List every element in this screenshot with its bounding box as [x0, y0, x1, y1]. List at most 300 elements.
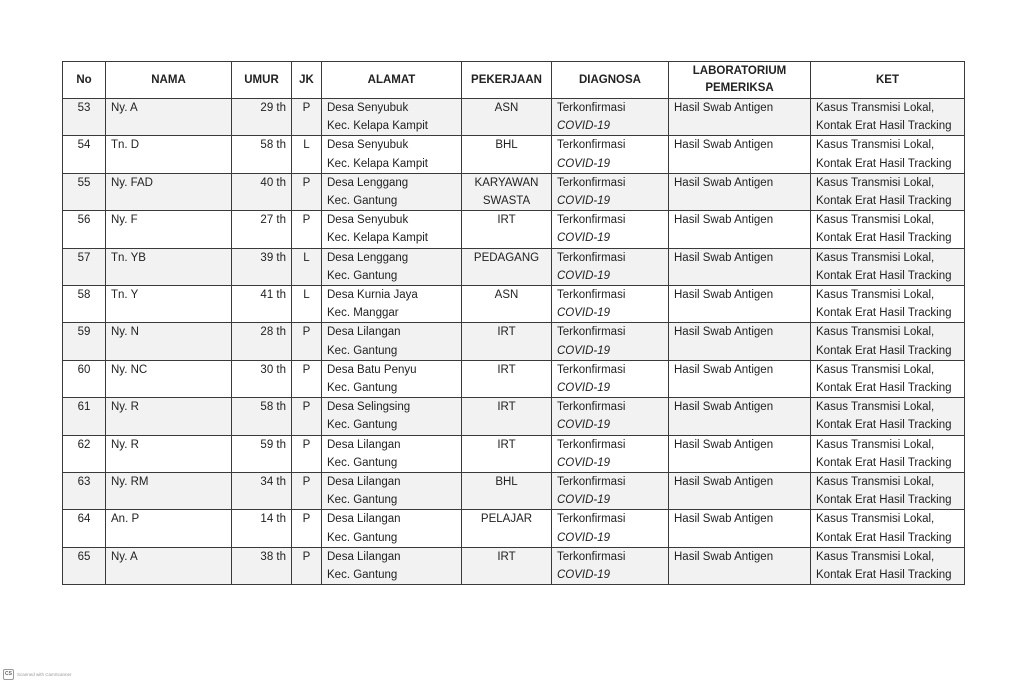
cell-nama: Ny. R	[111, 438, 139, 451]
cell-umur: 28 th	[260, 326, 286, 339]
covid-case-table	[62, 61, 965, 585]
cell-no	[63, 99, 106, 136]
cell-diagnosa-disease: COVID-19	[557, 456, 611, 469]
cell-laboratorium: Hasil Swab Antigen	[674, 476, 774, 489]
cell-diagnosa-disease: COVID-19	[557, 382, 611, 395]
cell-ket-line1: Kasus Transmisi Lokal,	[816, 513, 935, 526]
cell-nama	[106, 323, 232, 360]
cell-alamat	[322, 136, 462, 173]
cell-diagnosa-status: Terkonfirmasi	[557, 363, 626, 376]
cell-no: 65	[77, 550, 91, 563]
cell-diagnosa-disease: COVID-19	[557, 494, 611, 507]
cell-diagnosa-status: Terkonfirmasi	[557, 401, 626, 414]
cell-alamat-desa: Desa Lilangan	[327, 513, 401, 526]
cell-umur	[232, 173, 292, 210]
cell-pekerjaan-line1: ASN	[494, 102, 519, 114]
header-diagnosa: DIAGNOSA	[552, 62, 669, 99]
cell-umur: 39 th	[260, 251, 286, 264]
cell-diagnosa	[552, 360, 669, 397]
cell-alamat-desa: Desa Senyubuk	[327, 139, 409, 152]
cell-ket	[811, 173, 965, 210]
cell-umur	[232, 286, 292, 323]
cell-no	[63, 435, 106, 472]
cell-no: 59	[77, 326, 91, 339]
cell-ket-line1: Kasus Transmisi Lokal,	[816, 176, 935, 189]
cell-ket-line1: Kasus Transmisi Lokal,	[816, 476, 935, 489]
cell-no: 61	[77, 401, 91, 414]
cell-alamat-desa: Desa Lilangan	[327, 326, 401, 339]
cell-umur	[232, 473, 292, 510]
cell-jk	[292, 323, 322, 360]
cell-umur: 41 th	[260, 289, 286, 302]
cell-umur: 29 th	[260, 102, 286, 114]
cell-alamat-kec: Kec. Gantung	[327, 531, 398, 544]
cell-no	[63, 323, 106, 360]
cell-pekerjaan	[462, 211, 552, 248]
cell-no	[63, 248, 106, 285]
cell-diagnosa-status: Terkonfirmasi	[557, 176, 626, 189]
cell-ket	[811, 211, 965, 248]
cell-diagnosa-status: Terkonfirmasi	[557, 289, 626, 302]
cell-diagnosa	[552, 211, 669, 248]
cell-umur	[232, 547, 292, 584]
cell-ket-line2: Kontak Erat Hasil Tracking	[816, 494, 952, 507]
cell-ket-line1: Kasus Transmisi Lokal,	[816, 251, 935, 264]
cell-laboratorium	[669, 248, 811, 285]
camscanner-logo-icon: CS	[3, 669, 14, 680]
cell-ket	[811, 547, 965, 584]
cell-ket	[811, 398, 965, 435]
cell-laboratorium	[669, 547, 811, 584]
cell-alamat-desa: Desa Lilangan	[327, 476, 401, 489]
cell-nama: Tn. Y	[111, 289, 139, 302]
table-row	[63, 510, 965, 547]
cell-ket-line1: Kasus Transmisi Lokal,	[816, 102, 935, 114]
cell-diagnosa-disease: COVID-19	[557, 157, 611, 170]
cell-alamat	[322, 547, 462, 584]
cell-jk	[292, 360, 322, 397]
cell-no: 62	[77, 438, 91, 451]
cell-pekerjaan	[462, 473, 552, 510]
cell-laboratorium	[669, 211, 811, 248]
cell-no: 64	[77, 513, 91, 526]
cell-nama	[106, 547, 232, 584]
cell-pekerjaan	[462, 173, 552, 210]
cell-jk: P	[302, 326, 311, 339]
cell-no	[63, 473, 106, 510]
table-header-row	[63, 62, 965, 99]
cell-diagnosa-disease: COVID-19	[557, 120, 611, 133]
cell-umur: 34 th	[260, 476, 286, 489]
cell-alamat-desa: Desa Lilangan	[327, 438, 401, 451]
cell-laboratorium	[669, 360, 811, 397]
cell-pekerjaan-line1: PELAJAR	[480, 513, 533, 526]
cell-jk	[292, 173, 322, 210]
header-umur: UMUR	[232, 62, 292, 99]
cell-laboratorium	[669, 286, 811, 323]
cell-nama: An. P	[111, 513, 140, 526]
table-row	[63, 136, 965, 173]
cell-diagnosa-status: Terkonfirmasi	[557, 139, 626, 152]
cell-no: 60	[77, 363, 91, 376]
cell-alamat	[322, 435, 462, 472]
cell-alamat-kec: Kec. Kelapa Kampit	[327, 120, 429, 133]
cell-diagnosa-status: Terkonfirmasi	[557, 326, 626, 339]
cell-alamat	[322, 473, 462, 510]
header-nama: NAMA	[106, 62, 232, 99]
cell-alamat	[322, 286, 462, 323]
cell-diagnosa-disease: COVID-19	[557, 269, 611, 282]
table-body	[63, 99, 965, 585]
cell-ket-line1: Kasus Transmisi Lokal,	[816, 326, 935, 339]
cell-alamat-kec: Kec. Gantung	[327, 569, 398, 582]
cell-laboratorium: Hasil Swab Antigen	[674, 251, 774, 264]
cell-alamat	[322, 323, 462, 360]
cell-pekerjaan-line1: PEDAGANG	[473, 251, 540, 264]
cell-laboratorium: Hasil Swab Antigen	[674, 176, 774, 189]
scanner-watermark	[3, 669, 72, 680]
cell-nama	[106, 248, 232, 285]
cell-jk	[292, 547, 322, 584]
cell-alamat-kec: Kec. Gantung	[327, 344, 398, 357]
cell-diagnosa	[552, 173, 669, 210]
cell-ket	[811, 435, 965, 472]
cell-ket-line1: Kasus Transmisi Lokal,	[816, 214, 935, 227]
cell-pekerjaan	[462, 360, 552, 397]
cell-nama: Tn. D	[111, 139, 140, 152]
cell-ket-line2: Kontak Erat Hasil Tracking	[816, 382, 952, 395]
table-row	[63, 173, 965, 210]
cell-laboratorium: Hasil Swab Antigen	[674, 102, 774, 114]
cell-ket	[811, 323, 965, 360]
table-row	[63, 99, 965, 136]
cell-diagnosa-status: Terkonfirmasi	[557, 513, 626, 526]
cell-ket	[811, 510, 965, 547]
cell-ket-line2: Kontak Erat Hasil Tracking	[816, 232, 952, 245]
cell-alamat	[322, 99, 462, 136]
cell-pekerjaan	[462, 286, 552, 323]
cell-nama	[106, 211, 232, 248]
cell-jk	[292, 136, 322, 173]
cell-alamat	[322, 248, 462, 285]
cell-nama: Ny. RM	[111, 476, 149, 489]
cell-jk	[292, 99, 322, 136]
cell-jk: P	[302, 214, 311, 227]
cell-diagnosa	[552, 323, 669, 360]
cell-laboratorium	[669, 473, 811, 510]
cell-diagnosa	[552, 286, 669, 323]
cell-diagnosa-disease: COVID-19	[557, 344, 611, 357]
cell-alamat-kec: Kec. Gantung	[327, 419, 398, 432]
cell-jk	[292, 211, 322, 248]
cell-diagnosa-disease: COVID-19	[557, 419, 611, 432]
cell-no	[63, 510, 106, 547]
cell-laboratorium	[669, 136, 811, 173]
cell-jk	[292, 473, 322, 510]
cell-pekerjaan-line1: IRT	[497, 214, 516, 227]
header-jk: JK	[292, 62, 322, 99]
cell-laboratorium	[669, 173, 811, 210]
cell-ket	[811, 99, 965, 136]
cell-alamat-kec: Kec. Kelapa Kampit	[327, 232, 429, 245]
table-row	[63, 323, 965, 360]
table-row	[63, 435, 965, 472]
cell-nama: Ny. A	[111, 102, 138, 114]
cell-umur	[232, 99, 292, 136]
cell-diagnosa-disease: COVID-19	[557, 307, 611, 320]
cell-alamat	[322, 398, 462, 435]
table-row	[63, 248, 965, 285]
cell-laboratorium: Hasil Swab Antigen	[674, 401, 774, 414]
cell-alamat-kec: Kec. Gantung	[327, 456, 398, 469]
cell-laboratorium: Hasil Swab Antigen	[674, 289, 774, 302]
table-row	[63, 360, 965, 397]
header-no: No	[63, 62, 106, 99]
cell-alamat	[322, 510, 462, 547]
cell-ket-line2: Kontak Erat Hasil Tracking	[816, 569, 952, 582]
cell-nama	[106, 173, 232, 210]
cell-laboratorium: Hasil Swab Antigen	[674, 214, 774, 227]
cell-pekerjaan	[462, 435, 552, 472]
cell-diagnosa	[552, 510, 669, 547]
cell-pekerjaan-line1: KARYAWAN	[474, 176, 539, 189]
cell-umur: 40 th	[260, 176, 286, 189]
cell-umur: 30 th	[260, 363, 286, 376]
cell-jk: P	[302, 438, 311, 451]
header-pekerjaan: PEKERJAAN	[462, 62, 552, 99]
cell-no: 55	[77, 176, 91, 189]
scanner-watermark-text: Scanned with CamScanner	[17, 672, 72, 677]
cell-umur	[232, 248, 292, 285]
cell-diagnosa	[552, 99, 669, 136]
cell-laboratorium: Hasil Swab Antigen	[674, 326, 774, 339]
cell-alamat-kec: Kec. Kelapa Kampit	[327, 157, 429, 170]
cell-laboratorium	[669, 323, 811, 360]
cell-diagnosa	[552, 547, 669, 584]
cell-nama: Ny. NC	[111, 363, 148, 376]
cell-alamat	[322, 360, 462, 397]
cell-pekerjaan	[462, 547, 552, 584]
cell-alamat-desa: Desa Batu Penyu	[327, 363, 417, 376]
cell-ket-line1: Kasus Transmisi Lokal,	[816, 550, 935, 563]
cell-laboratorium: Hasil Swab Antigen	[674, 363, 774, 376]
cell-jk: P	[302, 476, 311, 489]
cell-ket	[811, 136, 965, 173]
cell-nama	[106, 473, 232, 510]
cell-nama	[106, 360, 232, 397]
cell-diagnosa	[552, 248, 669, 285]
cell-pekerjaan-line1: IRT	[497, 326, 516, 339]
cell-no	[63, 211, 106, 248]
cell-pekerjaan	[462, 136, 552, 173]
cell-diagnosa-status: Terkonfirmasi	[557, 214, 626, 227]
cell-laboratorium: Hasil Swab Antigen	[674, 139, 774, 152]
cell-ket-line2: Kontak Erat Hasil Tracking	[816, 531, 952, 544]
cell-diagnosa-status: Terkonfirmasi	[557, 102, 626, 114]
cell-ket-line2: Kontak Erat Hasil Tracking	[816, 195, 952, 208]
cell-pekerjaan-line1: IRT	[497, 438, 516, 451]
cell-nama: Ny. F	[111, 214, 138, 227]
cell-umur: 58 th	[260, 139, 286, 152]
cell-jk: P	[302, 176, 311, 189]
cell-no	[63, 286, 106, 323]
cell-nama: Tn. YB	[111, 251, 146, 264]
cell-jk	[292, 248, 322, 285]
cell-jk: P	[302, 102, 311, 114]
cell-jk: L	[303, 289, 310, 302]
table-row	[63, 547, 965, 584]
cell-nama: Ny. FAD	[111, 176, 153, 189]
cell-no	[63, 547, 106, 584]
cell-pekerjaan	[462, 99, 552, 136]
cell-pekerjaan-line1: IRT	[497, 363, 516, 376]
cell-no	[63, 136, 106, 173]
cell-umur: 27 th	[260, 214, 286, 227]
cell-ket-line2: Kontak Erat Hasil Tracking	[816, 344, 952, 357]
cell-jk: P	[302, 513, 311, 526]
cell-alamat-kec: Kec. Gantung	[327, 269, 398, 282]
cell-alamat-desa: Desa Lenggang	[327, 251, 409, 264]
cell-alamat-desa: Desa Lilangan	[327, 550, 401, 563]
cell-diagnosa	[552, 435, 669, 472]
cell-ket-line2: Kontak Erat Hasil Tracking	[816, 456, 952, 469]
cell-pekerjaan	[462, 510, 552, 547]
cell-nama	[106, 510, 232, 547]
cell-alamat	[322, 211, 462, 248]
cell-no: 58	[77, 289, 91, 302]
cell-alamat-kec: Kec. Gantung	[327, 494, 398, 507]
cell-jk: P	[302, 550, 311, 563]
cell-nama	[106, 136, 232, 173]
header-laboratorium-line1: LABORATORIUM	[692, 65, 787, 77]
cell-nama	[106, 398, 232, 435]
cell-jk: P	[302, 363, 311, 376]
cell-no	[63, 398, 106, 435]
cell-nama	[106, 99, 232, 136]
cell-ket-line1: Kasus Transmisi Lokal,	[816, 438, 935, 451]
cell-umur: 14 th	[260, 513, 286, 526]
cell-jk	[292, 435, 322, 472]
cell-diagnosa-status: Terkonfirmasi	[557, 251, 626, 264]
cell-jk: L	[303, 251, 310, 264]
cell-alamat-desa: Desa Senyubuk	[327, 102, 409, 114]
cell-umur	[232, 510, 292, 547]
cell-nama: Ny. R	[111, 401, 139, 414]
cell-laboratorium	[669, 510, 811, 547]
cell-nama: Ny. N	[111, 326, 139, 339]
cell-pekerjaan-line1: IRT	[497, 550, 516, 563]
cell-nama	[106, 286, 232, 323]
cell-umur: 59 th	[260, 438, 286, 451]
cell-diagnosa-disease: COVID-19	[557, 195, 611, 208]
cell-jk	[292, 510, 322, 547]
cell-ket-line2: Kontak Erat Hasil Tracking	[816, 157, 952, 170]
cell-umur: 38 th	[260, 550, 286, 563]
cell-umur: 58 th	[260, 401, 286, 414]
cell-pekerjaan-line2: SWASTA	[482, 195, 531, 208]
cell-diagnosa-status: Terkonfirmasi	[557, 438, 626, 451]
cell-laboratorium: Hasil Swab Antigen	[674, 550, 774, 563]
header-alamat: ALAMAT	[322, 62, 462, 99]
cell-alamat-desa: Desa Kurnia Jaya	[327, 289, 418, 302]
cell-umur	[232, 360, 292, 397]
cell-alamat-kec: Kec. Gantung	[327, 195, 398, 208]
cell-alamat-kec: Kec. Manggar	[327, 307, 399, 320]
cell-no: 53	[77, 102, 91, 114]
cell-ket	[811, 360, 965, 397]
cell-umur	[232, 323, 292, 360]
cell-nama	[106, 435, 232, 472]
cell-laboratorium	[669, 435, 811, 472]
cell-pekerjaan	[462, 248, 552, 285]
cell-no: 63	[77, 476, 91, 489]
cell-ket	[811, 248, 965, 285]
cell-pekerjaan	[462, 398, 552, 435]
cell-ket-line1: Kasus Transmisi Lokal,	[816, 289, 935, 302]
cell-ket-line2: Kontak Erat Hasil Tracking	[816, 307, 952, 320]
cell-umur	[232, 398, 292, 435]
cell-diagnosa	[552, 473, 669, 510]
cell-ket	[811, 473, 965, 510]
cell-no	[63, 173, 106, 210]
cell-ket	[811, 286, 965, 323]
cell-pekerjaan-line1: ASN	[494, 289, 519, 302]
cell-diagnosa-disease: COVID-19	[557, 569, 611, 582]
cell-umur	[232, 136, 292, 173]
cell-diagnosa-disease: COVID-19	[557, 531, 611, 544]
cell-pekerjaan-line1: BHL	[495, 139, 518, 152]
table-row	[63, 398, 965, 435]
cell-no: 54	[77, 139, 91, 152]
cell-jk: P	[302, 401, 311, 414]
cell-nama: Ny. A	[111, 550, 138, 563]
header-laboratorium	[669, 62, 811, 99]
cell-umur	[232, 435, 292, 472]
cell-ket-line2: Kontak Erat Hasil Tracking	[816, 419, 952, 432]
header-ket: KET	[811, 62, 965, 99]
cell-jk	[292, 286, 322, 323]
cell-alamat-desa: Desa Senyubuk	[327, 214, 409, 227]
cell-no: 56	[77, 214, 91, 227]
cell-laboratorium: Hasil Swab Antigen	[674, 438, 774, 451]
table-row	[63, 211, 965, 248]
cell-alamat	[322, 173, 462, 210]
cell-alamat-desa: Desa Selingsing	[327, 401, 411, 414]
cell-no	[63, 360, 106, 397]
cell-diagnosa-disease: COVID-19	[557, 232, 611, 245]
cell-diagnosa-status: Terkonfirmasi	[557, 476, 626, 489]
cell-ket-line1: Kasus Transmisi Lokal,	[816, 363, 935, 376]
cell-diagnosa-status: Terkonfirmasi	[557, 550, 626, 563]
cell-jk	[292, 398, 322, 435]
cell-laboratorium	[669, 398, 811, 435]
cell-alamat-kec: Kec. Gantung	[327, 382, 398, 395]
cell-umur	[232, 211, 292, 248]
cell-alamat-desa: Desa Lenggang	[327, 176, 409, 189]
cell-pekerjaan-line1: IRT	[497, 401, 516, 414]
cell-ket-line2: Kontak Erat Hasil Tracking	[816, 269, 952, 282]
cell-diagnosa	[552, 398, 669, 435]
cell-ket-line1: Kasus Transmisi Lokal,	[816, 401, 935, 414]
cell-pekerjaan-line1: BHL	[495, 476, 518, 489]
table-row	[63, 473, 965, 510]
cell-pekerjaan	[462, 323, 552, 360]
cell-ket-line2: Kontak Erat Hasil Tracking	[816, 120, 952, 133]
cell-laboratorium	[669, 99, 811, 136]
cell-no: 57	[77, 251, 91, 264]
cell-diagnosa	[552, 136, 669, 173]
table-row	[63, 286, 965, 323]
